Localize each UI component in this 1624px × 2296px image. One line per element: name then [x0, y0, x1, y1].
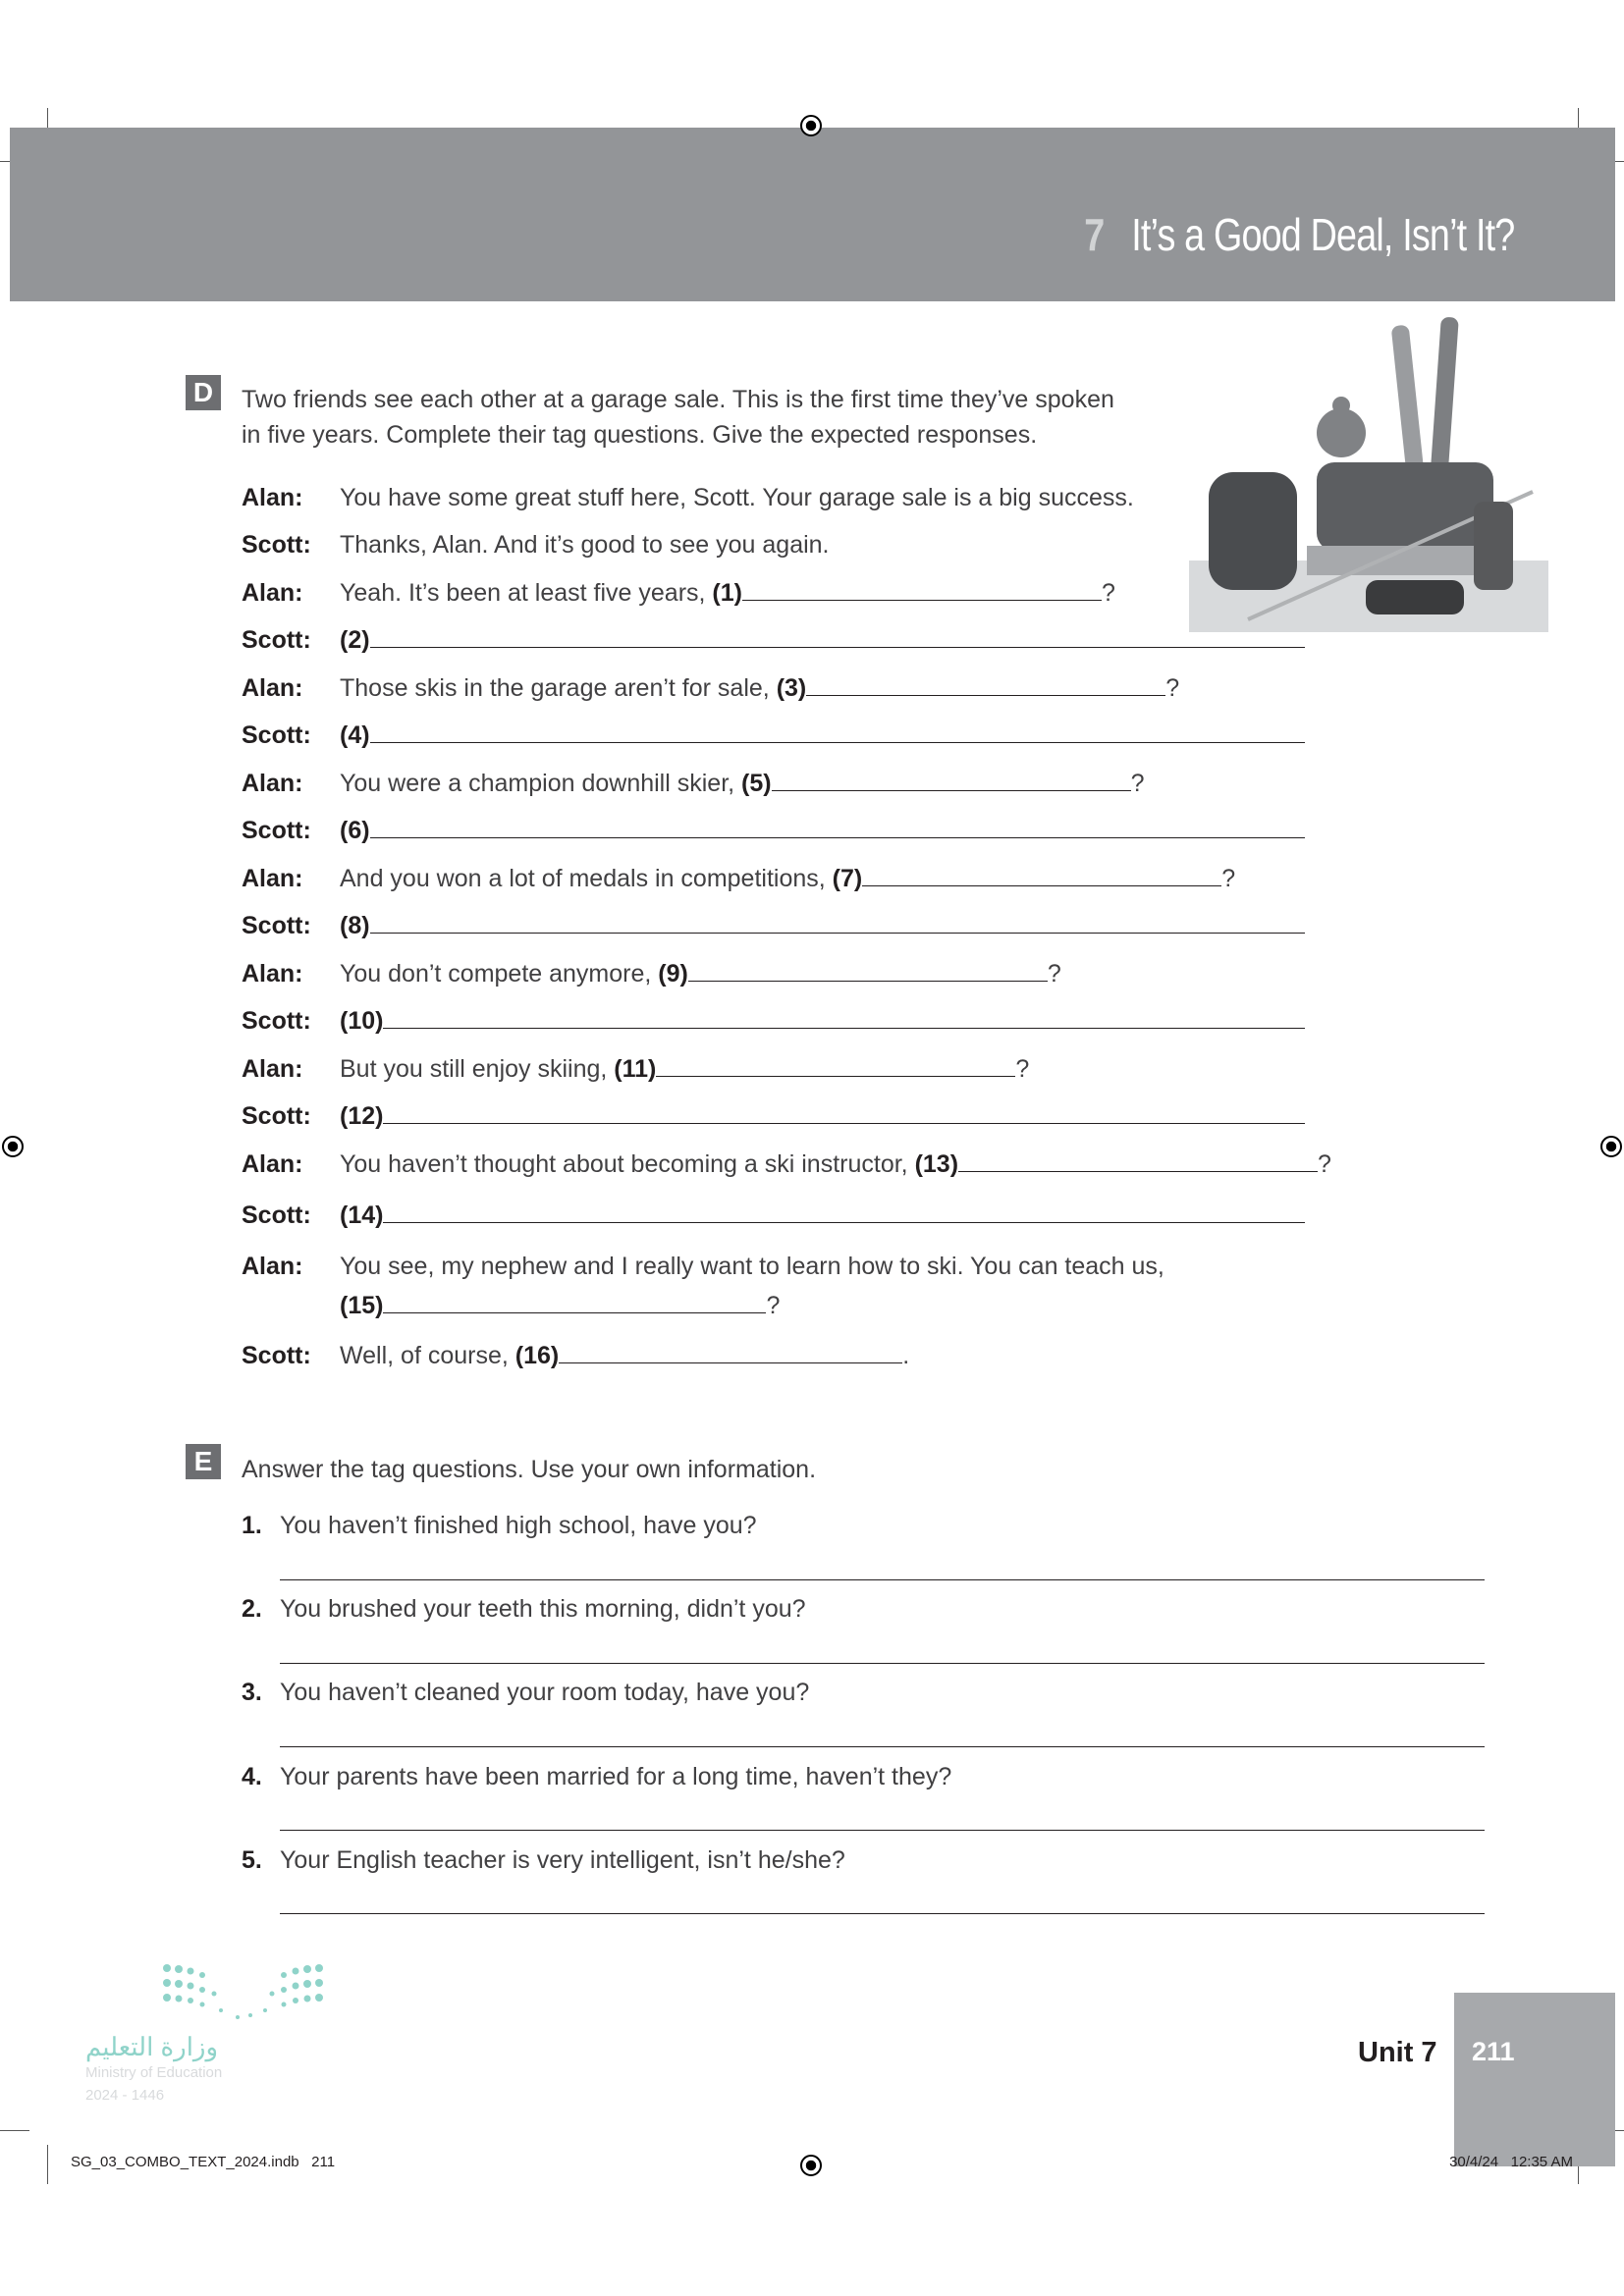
dialogue-line	[242, 1150, 1331, 1179]
answer-blank-input[interactable]	[383, 1008, 1305, 1029]
question-text: Your parents have been married for a long time, haven’t they?	[280, 1763, 952, 1790]
dialogue-line	[242, 912, 1305, 940]
blank-number: (7)	[832, 865, 863, 892]
line-ending: ?	[766, 1292, 781, 1319]
dialogue-line	[242, 865, 1235, 893]
speaker-label: Scott:	[242, 1007, 311, 1035]
answer-blank-input[interactable]	[772, 771, 1131, 791]
ministry-logo-dots-icon	[162, 1963, 324, 2022]
answer-blank-input[interactable]	[688, 961, 1048, 982]
dialogue-text: Yeah. It’s been at least five years,	[340, 579, 713, 607]
line-ending: ?	[1047, 960, 1061, 988]
blank-number: (6)	[340, 817, 370, 844]
speaker-label: Scott:	[242, 1342, 311, 1369]
speaker-label: Alan:	[242, 960, 303, 988]
answer-blank-input[interactable]	[806, 675, 1165, 696]
question-text: Your English teacher is very intelligent, isn’t he/she?	[280, 1846, 845, 1874]
registration-mark-icon	[2, 1136, 24, 1157]
dialogue-line	[242, 1201, 1305, 1230]
slug-filename: SG_03_COMBO_TEXT_2024.indb 211	[71, 2154, 336, 2170]
dialogue-text: Well, of course,	[340, 1342, 515, 1369]
section-e-label: E	[186, 1444, 221, 1479]
blank-number: (5)	[741, 770, 772, 797]
speaker-label: Alan:	[242, 1253, 303, 1280]
dialogue-text: You see, my nephew and I really want to learn how to ski. You can teach us,	[340, 1253, 1164, 1280]
logo-arabic: وزارة التعليم	[85, 2032, 219, 2061]
line-ending: ?	[1165, 674, 1180, 702]
question-item	[242, 1679, 809, 1707]
line-ending: .	[902, 1342, 910, 1369]
speaker-label: Scott:	[242, 817, 311, 844]
answer-blank-input[interactable]	[383, 1103, 1305, 1124]
blank-number: (12)	[340, 1102, 384, 1130]
blank-number: (16)	[514, 1342, 560, 1369]
question-number: 1.	[242, 1512, 262, 1539]
blank-number: (13)	[914, 1150, 959, 1178]
question-number: 5.	[242, 1846, 262, 1874]
answer-blank-input[interactable]	[559, 1343, 902, 1363]
dialogue-line	[242, 531, 830, 560]
dialogue-line	[242, 960, 1061, 988]
answer-line-input[interactable]	[280, 1830, 1485, 1831]
dialogue-text: You don’t compete anymore,	[340, 960, 659, 988]
ski-gear-photo	[1189, 315, 1548, 632]
chapter-title	[1084, 208, 1514, 261]
dialogue-line	[242, 484, 1134, 512]
slug-date: 30/4/24 12:35 AM	[1449, 2154, 1573, 2170]
line-ending: ?	[1101, 579, 1115, 607]
blank-number: (15)	[340, 1292, 384, 1319]
blank-number: (10)	[340, 1007, 384, 1035]
dialogue-text: But you still enjoy skiing,	[340, 1055, 615, 1083]
dialogue-line	[242, 721, 1305, 750]
dialogue-text: You haven’t thought about becoming a ski instructor,	[340, 1150, 915, 1178]
answer-blank-input[interactable]	[370, 722, 1305, 743]
speaker-label: Alan:	[242, 1055, 303, 1083]
dialogue-line	[242, 1253, 1164, 1281]
dialogue-text: You have some great stuff here, Scott. Your garage sale is a big success.	[340, 484, 1134, 511]
answer-blank-input[interactable]	[370, 627, 1305, 648]
section-e-instructions: Answer the tag questions. Use your own information.	[242, 1456, 817, 1483]
question-number: 2.	[242, 1595, 262, 1623]
speaker-label: Scott:	[242, 1102, 311, 1130]
page-number-tab	[1454, 1993, 1615, 2166]
dialogue-line	[242, 770, 1145, 798]
speaker-label: Alan:	[242, 674, 303, 702]
registration-mark-icon	[800, 2155, 822, 2176]
dialogue-line	[242, 1342, 909, 1370]
section-d-label: D	[186, 375, 221, 410]
dialogue-line	[242, 1055, 1029, 1084]
blank-number: (8)	[340, 912, 370, 939]
line-ending: ?	[1318, 1150, 1331, 1178]
crop-mark	[0, 2130, 29, 2131]
dialogue-line	[242, 579, 1115, 608]
instructions-line: Two friends see each other at a garage sale. This is the first time they’ve spoken	[242, 386, 1114, 413]
dialogue-line	[242, 817, 1305, 845]
unit-number: 7	[1083, 209, 1104, 260]
blank-number: (1)	[712, 579, 742, 607]
dialogue-text: You were a champion downhill skier,	[340, 770, 742, 797]
blank-number: (9)	[658, 960, 688, 988]
registration-mark-icon	[800, 115, 822, 136]
answer-blank-input[interactable]	[656, 1056, 1015, 1077]
line-ending: ?	[1221, 865, 1236, 892]
answer-blank-input[interactable]	[742, 580, 1102, 601]
answer-blank-input[interactable]	[383, 1293, 766, 1313]
blank-number: (4)	[340, 721, 370, 749]
blank-number: (3)	[776, 674, 807, 702]
answer-line-input[interactable]	[280, 1746, 1485, 1747]
answer-blank-input[interactable]	[370, 913, 1305, 934]
dialogue-text: Those skis in the garage aren’t for sale,	[340, 674, 777, 702]
speaker-label: Scott:	[242, 912, 311, 939]
dialogue-text: And you won a lot of medals in competitions,	[340, 865, 833, 892]
logo-english: Ministry of Education	[85, 2064, 223, 2081]
question-number: 4.	[242, 1763, 262, 1790]
speaker-label: Alan:	[242, 579, 303, 607]
question-item	[242, 1763, 951, 1791]
page-number: 211	[1472, 2037, 1515, 2066]
unit-label: Unit 7	[1358, 2037, 1437, 2068]
dialogue-line	[242, 674, 1179, 703]
answer-blank-input[interactable]	[383, 1202, 1305, 1223]
section-d-instructions	[242, 382, 1114, 453]
dialogue-line	[242, 1292, 780, 1320]
speaker-label: Alan:	[242, 484, 303, 511]
speaker-label: Alan:	[242, 865, 303, 892]
answer-line-input[interactable]	[280, 1913, 1485, 1914]
blank-number: (14)	[340, 1201, 384, 1229]
question-item	[242, 1595, 806, 1624]
question-item	[242, 1846, 845, 1875]
answer-blank-input[interactable]	[958, 1151, 1318, 1172]
speaker-label: Scott:	[242, 531, 311, 559]
answer-line-input[interactable]	[280, 1663, 1485, 1664]
answer-blank-input[interactable]	[370, 818, 1305, 838]
blank-number: (11)	[614, 1055, 657, 1083]
speaker-label: Alan:	[242, 1150, 303, 1178]
line-ending: ?	[1130, 770, 1145, 797]
crop-mark	[47, 2145, 48, 2184]
line-ending: ?	[1015, 1055, 1030, 1083]
question-text: You haven’t cleaned your room today, have you?	[280, 1679, 810, 1706]
question-number: 3.	[242, 1679, 262, 1706]
dialogue-line	[242, 1007, 1305, 1036]
speaker-label: Scott:	[242, 1201, 311, 1229]
registration-mark-icon	[1600, 1136, 1622, 1157]
blank-number: (2)	[340, 626, 370, 654]
speaker-label: Scott:	[242, 626, 311, 654]
speaker-label: Scott:	[242, 721, 311, 749]
dialogue-line	[242, 626, 1305, 655]
logo-year: 2024 - 1446	[85, 2087, 165, 2104]
unit-title: It’s a Good Deal, Isn’t It?	[1130, 209, 1514, 260]
instructions-line: in five years. Complete their tag questions. Give the expected responses.	[242, 421, 1038, 449]
question-text: You haven’t finished high school, have you?	[280, 1512, 757, 1539]
dialogue-text: Thanks, Alan. And it’s good to see you again.	[340, 531, 830, 559]
dialogue-line	[242, 1102, 1305, 1131]
question-item	[242, 1512, 757, 1540]
answer-line-input[interactable]	[280, 1579, 1485, 1580]
speaker-label: Alan:	[242, 770, 303, 797]
answer-blank-input[interactable]	[862, 866, 1221, 886]
question-text: You brushed your teeth this morning, didn’t you?	[280, 1595, 806, 1623]
